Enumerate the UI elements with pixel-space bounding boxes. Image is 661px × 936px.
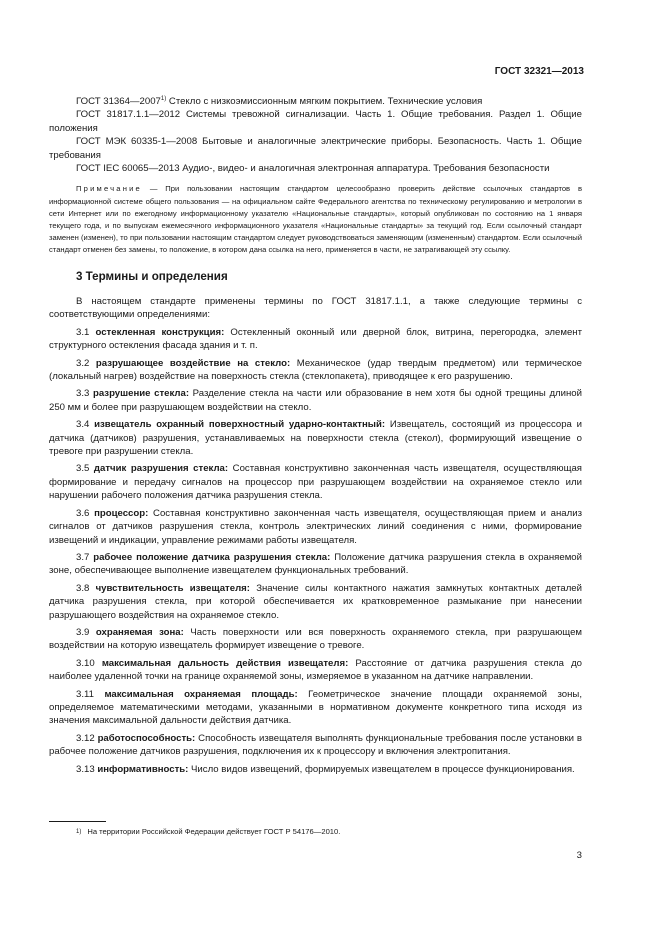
footnote-divider	[49, 821, 106, 822]
term-definition: Число видов извещений, формируемых извещателем в процессе функционирования.	[188, 763, 575, 775]
term-number: 3.12	[76, 732, 95, 744]
term-number: 3.13	[76, 763, 95, 775]
term-item	[49, 462, 582, 502]
term-definition: Извещатель, состоящий из процессора и датчика (датчиков) разрушения, устанавливаемых на поверхности стекла (стекол), формирующий извещение о тревоге при разрушении стекла.	[49, 419, 582, 458]
term-definition: Остекленный оконный или дверной блок, витрина, перегородка, элемент структурного остекления фасада здания и т. п.	[49, 326, 582, 352]
term-number: 3.11	[76, 688, 94, 700]
term-item	[49, 657, 582, 684]
term-name: работоспособность:	[97, 732, 196, 744]
term-definition: Значение силы контактного нажатия замкнутых контактных деталей датчика разрушения стекла, при которой обеспечивается их кратковременное размыкание при нанесении разрушающего воздействия на охраняемое стекло.	[49, 582, 582, 621]
term-name: охраняемая зона:	[95, 626, 184, 638]
term-number: 3.1	[76, 326, 90, 338]
term-name: разрушающее воздействие на стекло:	[95, 357, 291, 369]
term-item	[49, 688, 582, 728]
term-definition: Разделение стекла на части или образование в нем хотя бы одной трещины длиной 250 мм и более при разрушающем воздействии на стекло.	[49, 388, 582, 413]
reference-gost-iec-60335: ГОСТ МЭК 60335-1—2008 Бытовые и аналогичные электрические приборы. Безопасность. Часть 1. Общие требования	[49, 136, 582, 161]
note-paragraph: Примечание — При пользовании настоящим стандартом целесообразно проверить действие ссылочных стандартов в информационной системе общего пользования — на официальном сайте Федерального агентства по техническому регулированию и метрологии в сети Интернет или по ежегодному информационному указателю «Национальные стандарты», который опубликован по состоянию на 1 января текущего года, и по выпускам ежемесячного информационного указателя «Национальные стандарты» за текущий год. Если ссылочный стандарт заменен (изменен), то при пользовании настоящим стандартом следует руководствоваться заменяющим (измененным) стандартом. Если ссылочный стандарт отменен без замены, то положение, в котором дана ссылка на него, применяется в части, не затрагивающей эту ссылку.	[49, 184, 582, 254]
section-title: 3 Термины и определения	[76, 270, 228, 283]
term-item	[49, 507, 582, 547]
footnote-mark: 1)	[76, 829, 82, 835]
note-label: Примечание	[76, 184, 142, 194]
term-number: 3.10	[76, 657, 95, 669]
term-definition: Составная конструктивно законченная часть извещателя, осуществляющая прием и анализ сигналов от датчиков разрушения стекла, контроль электрических линий соединения с ними, формирование извещений и индикации, управление режимами работы извещателя.	[49, 507, 582, 546]
terms-list	[49, 326, 582, 776]
term-definition: Расстояние от датчика разрушения стекла до наиболее удаленной точки на границе охраняемой зоны, измеряемое в указанном на датчике направлении.	[49, 657, 583, 683]
term-definition: Составная конструктивно законченная часть извещателя, осуществляющая формирование и передачу сигналов на процессор при разрушающем воздействии на охраняемое стекло или нарушении рабочего положения датчика разрушения стекла.	[49, 463, 582, 502]
section-intro: В настоящем стандарте применены термины по ГОСТ 31817.1.1, а также следующие термины с соответствующими определениями:	[49, 296, 582, 321]
term-number: 3.6	[76, 507, 90, 519]
term-name: максимальная охраняемая площадь:	[104, 688, 298, 700]
term-name: максимальная дальность действия извещателя:	[101, 657, 349, 669]
term-definition: Часть поверхности или вся поверхность охраняемого стекла, при разрушающем воздействии на которую извещатель формирует извещение о тревоге.	[49, 626, 583, 652]
term-item	[49, 387, 582, 414]
term-name: извещатель охранный поверхностный ударно-контактный:	[94, 419, 386, 431]
term-name: датчик разрушения стекла:	[93, 463, 229, 475]
term-name: информативность:	[97, 763, 189, 775]
term-number: 3.9	[76, 626, 90, 638]
reference-gost-31817: ГОСТ 31817.1.1—2012 Системы тревожной сигнализации. Часть 1. Общие требования. Раздел 1. Общие положения	[49, 109, 582, 134]
term-definition: Геометрическое значение площади охраняемой зоны, определяемое математическими методами, указанными в нормативном документе конкретного типа исходя из значения максимальной дальности действия датчика.	[49, 688, 582, 727]
footnote	[49, 826, 340, 838]
term-name: чувствительность извещателя:	[95, 582, 250, 594]
footnote-text: На территории Российской Федерации действует ГОСТ Р 54176—2010.	[87, 827, 341, 836]
term-item	[49, 626, 582, 653]
reference-gost-31364: ГОСТ 31364—2007$^{1)}$ Стекло с низкоэмиссионным мягким покрытием. Технические условия	[76, 95, 483, 107]
reference-gost-iec-60065: ГОСТ IEC 60065—2013 Аудио-, видео- и аналогичная электронная аппаратура. Требования безопасности	[76, 163, 550, 175]
page-number: 3	[576, 850, 582, 861]
term-item	[49, 763, 582, 776]
term-number: 3.3	[76, 388, 90, 400]
standard-header: ГОСТ 32321—2013	[494, 66, 584, 77]
term-number: 3.4	[76, 419, 90, 431]
term-definition: Механическое (удар твердым предметом) или термическое (локальный нагрев) воздействие на поверхность стекла (стеклопакета), приводящее к его разрушению.	[49, 357, 582, 383]
term-number: 3.8	[76, 582, 90, 594]
term-item	[49, 732, 582, 759]
term-item	[49, 326, 582, 353]
term-name: разрушение стекла:	[92, 388, 190, 400]
term-number: 3.7	[76, 551, 90, 563]
term-definition: Положение датчика разрушения стекла в охраняемой зоне, обеспечивающее выполнение извещателем функциональных требований.	[49, 551, 582, 577]
page-content	[49, 95, 582, 780]
term-name: рабочее положение датчика разрушения стекла:	[93, 551, 331, 563]
term-item	[49, 418, 582, 458]
term-name: процессор:	[94, 507, 149, 519]
term-item	[49, 357, 582, 384]
term-name: остекленная конструкция:	[95, 326, 225, 338]
term-definition: Способность извещателя выполнять функциональные требования после установки в рабочее положение датчиков разрушения, подключения их к процессору и включения электропитания.	[49, 732, 582, 758]
term-number: 3.2	[76, 357, 90, 369]
term-item	[49, 551, 582, 578]
term-item	[49, 582, 582, 622]
term-number: 3.5	[76, 463, 90, 475]
